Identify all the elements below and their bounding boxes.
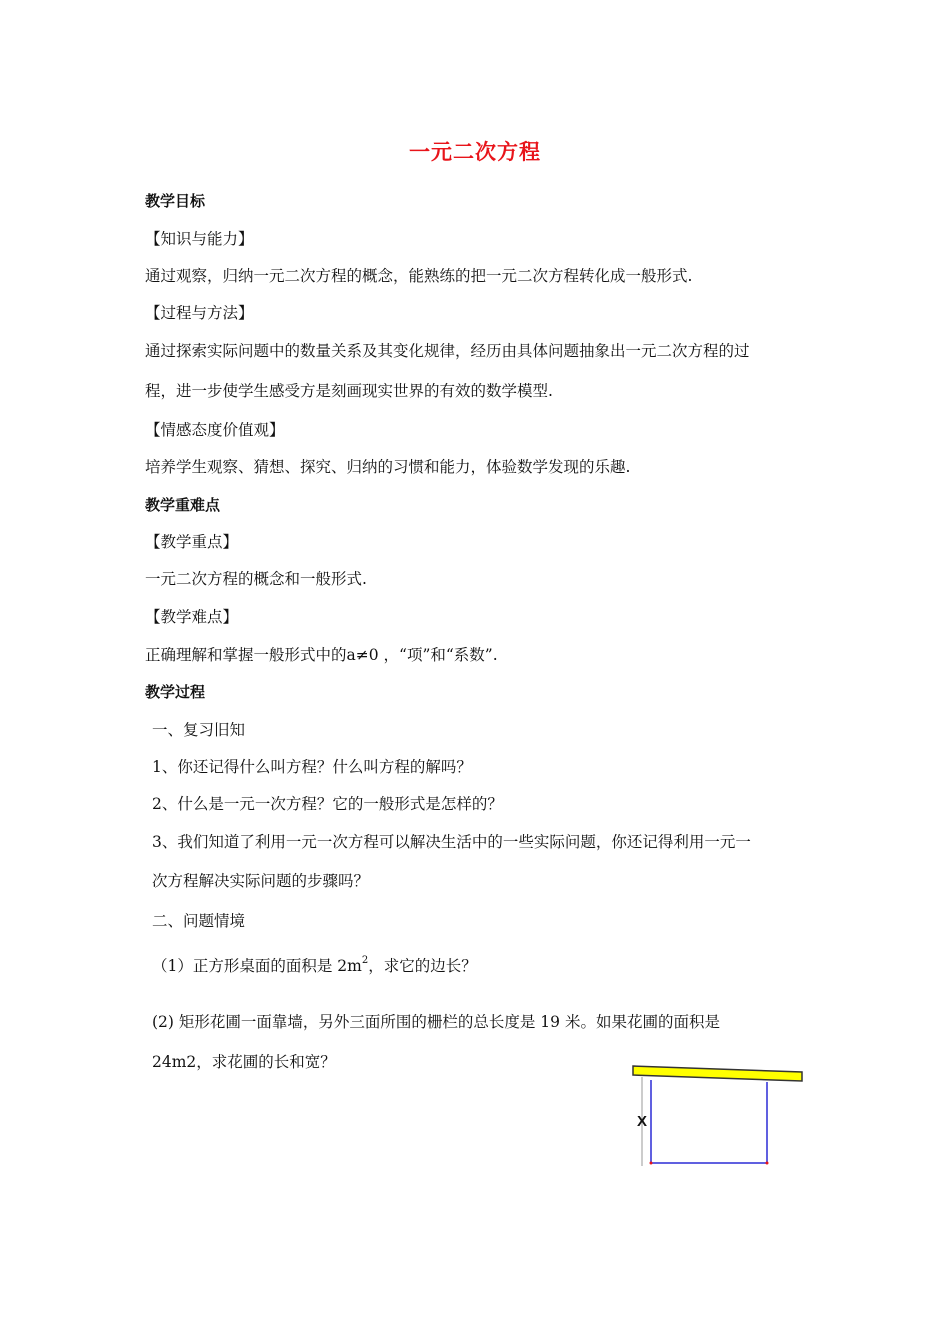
question-2: 2、什么是一元一次方程？它的一般形式是怎样的？ xyxy=(152,795,503,813)
corner-point-left xyxy=(650,1162,653,1165)
problem-2-line-2: 24m2，求花圃的长和宽？ xyxy=(152,1053,336,1071)
document-title: 一元二次方程 xyxy=(409,140,541,164)
review-heading: 一、复习旧知 xyxy=(152,721,246,739)
key-text: 一元二次方程的概念和一般形式. xyxy=(145,570,367,588)
problem-1-exponent: 2 xyxy=(361,955,369,966)
corner-point-right xyxy=(766,1162,769,1165)
difficult-label: 【教学难点】 xyxy=(145,608,239,626)
problem-1 xyxy=(152,953,477,976)
difficult-text: 正确理解和掌握一般形式中的a≠0 ，“项”和“系数”. xyxy=(145,646,498,664)
process-text-2: 程，进一步使学生感受方是刻画现实世界的有效的数学模型. xyxy=(145,382,553,400)
knowledge-label: 【知识与能力】 xyxy=(145,230,254,248)
problem-1-text: （1）正方形桌面的面积是 2m xyxy=(152,957,362,976)
process-text-1: 通过探索实际问题中的数量关系及其变化规律，经历由具体问题抽象出一元二次方程的过 xyxy=(145,342,750,360)
garden-diagram xyxy=(630,1062,810,1172)
keypoints-heading: 教学重难点 xyxy=(145,496,221,514)
emotion-text: 培养学生观察、猜想、探究、归纳的习惯和能力，体验数学发现的乐趣. xyxy=(145,458,631,476)
goals-heading: 教学目标 xyxy=(145,192,206,210)
situation-heading: 二、问题情境 xyxy=(152,912,246,930)
knowledge-text: 通过观察，归纳一元二次方程的概念，能熟练的把一元二次方程转化成一般形式. xyxy=(145,267,693,285)
question-1: 1、你还记得什么叫方程？什么叫方程的解吗？ xyxy=(152,758,472,776)
wall xyxy=(633,1066,802,1081)
question-3-line-1: 3、我们知道了利用一元一次方程可以解决生活中的一些实际问题，你还记得利用一元一 xyxy=(152,833,751,851)
side-label-x: X xyxy=(637,1113,648,1130)
process-label: 【过程与方法】 xyxy=(145,304,254,322)
process-heading: 教学过程 xyxy=(145,683,206,701)
problem-1-text-end: ，求它的边长？ xyxy=(368,957,477,976)
problem-2-line-1: (2) 矩形花圃一面靠墙，另外三面所围的栅栏的总长度是 19 米。如果花圃的面积是 xyxy=(152,1013,720,1031)
key-label: 【教学重点】 xyxy=(145,533,239,551)
emotion-label: 【情感态度价值观】 xyxy=(145,421,285,439)
question-3-line-2: 次方程解决实际问题的步骤吗？ xyxy=(152,872,370,890)
